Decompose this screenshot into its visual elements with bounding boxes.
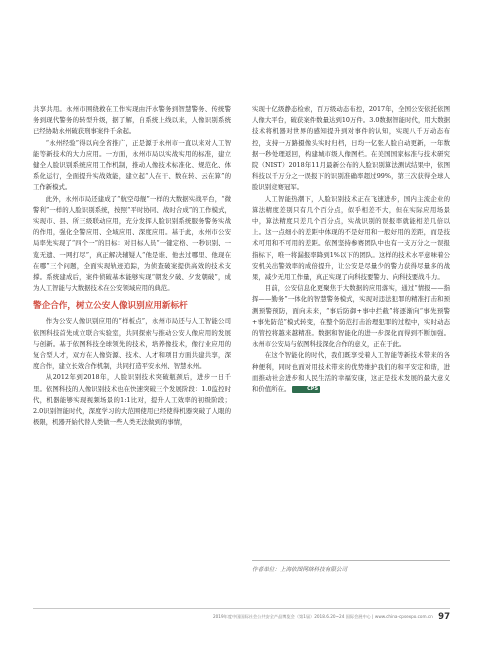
page-number: 97 <box>438 612 450 622</box>
paragraph <box>252 350 450 395</box>
paragraph: 从2012年到2018年，人脸识别技术突破瓶颈后，进步一日千里。依图科技的人像识别技术也在快速突破三个发展阶段：1.0监控时代，机器能够实现视频场景的1:1比对，提升人工效率的初级阶段；2.0识别智能时代，深度学习的大范围使用已经使得机器突破了人眼的极限，机器开始代替人类做一些人类无法做到的事情， <box>33 373 231 427</box>
footer-divider <box>33 608 450 609</box>
paragraph: 目前，公安信息化更聚焦于大数据的应用落实，通过“情报——指挥——勤务”一体化的智慧警务模式，实现对违法犯罪的精准打击和预测预警预防，面向未来，“事后防御+事中拦截”将逐渐向“事先预警+事先防范”模式转变，在整个防范打击治理犯罪的过程中，实时动态的管控将越来越精准。数据和智能化的进一步深化而得到不断加强。永州市公安局与依图科技深化合作的意义，正在于此。 <box>252 284 450 349</box>
paragraph: 人工智能热潮下，人脸识别技术正在飞速进步，国内主流企业的算法精度差别只有几个百分点，似乎相差不大，但在实际应用场景中，算法精度只差几个百分点，实战识别的误报率就能相差几倍以上。这一点细小的差距中体现的不是好用和一般好用的差距，而是技术可用和不可用的差距。依图坚持参赛团队中也有一支万分之一误报指标下，唯一将漏报率降到1%以下的团队。这样的技术水平意味着公安机关出警效率的成倍提升，让公安是尽量少的警力获得尽量多的战果，减少无用工作量，真正实现了向科技要警力、向科技要战斗力。 <box>252 194 450 282</box>
author-divider <box>252 560 450 561</box>
paragraph: 此外，永州市局还建成了“航空母舰”一样的大数据实战平台，“微警利”一样的人脸识别系统，按照“平时协同、战时合成”的工作模式，实现市、县、所三级联动应用，充分发挥人脸识别系统服务警务实战的作用，强化全警应用、全域应用、深度应用。基于此，永州市公安局率先实现了“四个一”的目标：对目标人员“一键定格、一秒识别、一览无遗、一网打尽”，真正解决辅疑人“他是谁、他去过哪里、他现在在哪”三个问题，全面实现轨迹追踪，为侦查破案提供高效的技术支撑。系统建成后，案件侦破基本能够实现“朝发夕破、夕发朝破”，成为人工智能与大数据技术在公安领域应用的典范。 <box>33 194 231 293</box>
paragraph: 共享共用。永州市围绕救在工作实现由汗水警务到智慧警务、传统警务到现代警务的转型升级，据了解，自系统上线以来，人像识别系统已经协助永州破获刑事案件千余起。 <box>33 105 231 136</box>
cps-end-mark: CPS <box>292 386 320 393</box>
author-affiliation: 作者单位：上海依图网络科技有限公司 <box>252 567 348 573</box>
page-footer <box>200 612 450 622</box>
right-column <box>252 104 450 395</box>
paragraph: 实现十亿级静态检索，百万级动态布控，2017年，全国公安依托依图人像大平台，破获案件数量达到10万件。3.0数据智能时代，用大数据技术将机器对世界的感知提升到对事件的认知，实现八千万动态布控，支持一万路摄像头实时归档，日均一亿张人脸自动更新，一年数据一秒处理返回，构建城市级人像图栏。在美国国家标准与技术研究院（NIST）2018年11月最新公布的人脸识别算法测试结果中，依图科技以千万分之一误报下的识别准确率超过99%，第三次获得全球人脸识别竞赛冠军。 <box>252 105 450 192</box>
footer-text: 2019年度中国国际社会公共安全产品博览会（第1届）2018.6.20~24 国际会展中心 | www.china-cpsexpo.com.cn <box>212 614 433 619</box>
section-heading: 警企合作，树立公安人像识别应用新标杆 <box>33 301 188 312</box>
left-column <box>33 104 231 428</box>
paragraph: 作为公安人像识别应用的“样板点”，永州市局还与人工智能公司依图科技首先成立联合实验室，共同探索与推动公安人像应用的发展与创新。基于依图科技全球领先的技术，培养像技术，像行业应用的复合型人才，双方在人像资源、技术、人才和项目方面共建共享，深度合作，建立长效合作机制，共同打造平安永州、智慧永州。 <box>33 317 231 371</box>
paragraph: “永州经验”得以向全省推广，正是源于永州市一直以来对人工智能等新技术的大力应用。一方面，永州市局以实战实用的标准，建立健全人脸识别系统应用工作机制，推动人像技术标准化、规范化、体系化运行，全面提升实战效能，建立起“人在干、数在转、云在算”的工作新模式。 <box>33 138 231 192</box>
paragraph-text: 在这个智能化的时代，我们既享受着人工智能等新技术带来的各种便利，同时也面对用技术带来的优势维护我们的和平安定和谐，进而推动社会进步和人民生活的幸福安康，这正是技术发展的最大意义和价值所在。 <box>252 351 450 394</box>
